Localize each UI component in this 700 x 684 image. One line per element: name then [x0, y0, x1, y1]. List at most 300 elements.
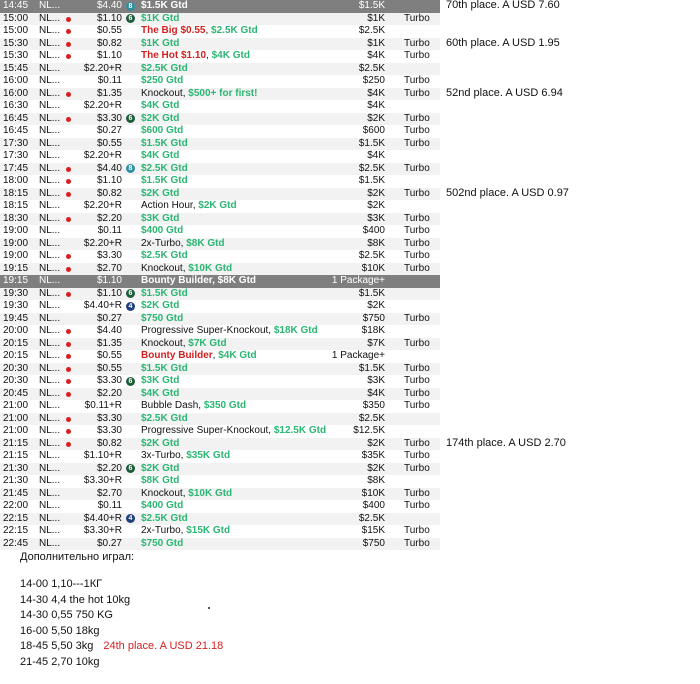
game-type: NL...	[39, 187, 61, 199]
registered-dot-icon	[66, 254, 71, 259]
tournament-row[interactable]	[0, 138, 440, 151]
tournament-name	[141, 338, 227, 351]
tournament-name-part: The Big	[141, 25, 181, 36]
tournament-name-part: $15K Gtd	[186, 525, 231, 536]
tournament-name-part: $400 Gtd	[141, 225, 184, 236]
tournament-name-part: $4K Gtd	[141, 100, 180, 111]
prize-pool: $2.5K	[358, 512, 385, 524]
buy-in: $4.40	[96, 0, 122, 11]
tournament-name-part: Bounty Builder	[141, 350, 213, 361]
game-type: NL...	[39, 425, 61, 436]
tournament-name-part: $4K Gtd	[218, 350, 257, 361]
start-time: 19:45	[3, 312, 29, 324]
game-type: NL...	[39, 12, 61, 24]
buy-in: $2.20+R	[83, 150, 122, 161]
tournament-row[interactable]	[0, 100, 440, 113]
buy-in: $1.10	[96, 12, 122, 24]
game-type: NL...	[39, 162, 61, 174]
start-time: 21:45	[3, 487, 29, 499]
tournament-name-part: Bubble Dash,	[141, 400, 204, 411]
tournament-row[interactable]	[0, 338, 440, 351]
buy-in: $0.55	[96, 362, 122, 374]
prize-pool: $7K	[367, 337, 385, 349]
game-type: NL...	[39, 537, 61, 549]
game-type: NL...	[39, 287, 61, 299]
prize-pool: $250	[362, 75, 385, 86]
tournament-name-part: $400 Gtd	[141, 500, 184, 511]
tournament-name-part: Knockout,	[141, 87, 189, 99]
tournament-name	[141, 500, 183, 513]
tournament-row[interactable]	[0, 513, 440, 526]
tournament-name-part: $1.5K Gtd	[141, 0, 188, 11]
start-time: 15:45	[3, 62, 29, 74]
extra-games-title: Дополнительно играл:	[20, 551, 135, 563]
extra-games-lines	[20, 577, 223, 670]
placement-note: 174th place. A USD 2.70	[446, 436, 566, 449]
placement-note: 70th place. A USD 7.60	[446, 0, 560, 11]
tournament-name	[141, 63, 188, 76]
prize-pool: $8K	[367, 475, 385, 486]
tournament-name-part: $1.5K Gtd	[141, 287, 188, 299]
speed: Turbo	[404, 187, 430, 199]
prize-pool: $350	[362, 400, 385, 411]
game-type: NL...	[39, 337, 61, 349]
game-type: NL...	[39, 37, 61, 49]
tournament-row[interactable]	[0, 238, 440, 251]
start-time: 19:15	[3, 275, 29, 286]
tournament-name-part: 2x-Turbo,	[141, 237, 187, 249]
registered-dot-icon	[66, 192, 71, 197]
registered-dot-icon	[66, 29, 71, 34]
tournament-row[interactable]	[0, 288, 440, 301]
start-time: 17:30	[3, 137, 29, 149]
tournament-name-part: $1.5K Gtd	[141, 175, 188, 186]
tournament-name	[141, 213, 179, 226]
buy-in: $3.30	[96, 425, 122, 436]
tournament-row[interactable]	[0, 363, 440, 376]
buy-in: $0.55	[96, 25, 122, 36]
tournament-name-part: Action Hour,	[141, 200, 199, 211]
prize-pool: $3K	[367, 375, 385, 386]
tournament-row[interactable]	[0, 500, 440, 513]
tournament-name	[141, 488, 232, 501]
tournament-name	[141, 50, 250, 63]
extra-game-line	[20, 593, 223, 609]
tournament-row[interactable]	[0, 300, 440, 313]
start-time: 17:45	[3, 162, 29, 174]
tournament-name-part: Progressive Super-Knockout,	[141, 325, 274, 336]
tournament-row[interactable]	[0, 388, 440, 401]
prize-pool: $2K	[367, 112, 385, 124]
prize-pool: $4K	[367, 150, 385, 161]
tournament-name	[141, 363, 188, 376]
buy-in: $2.20	[96, 462, 122, 474]
tournament-name-part: $4K Gtd	[141, 150, 180, 161]
prize-pool: $2.5K	[358, 412, 385, 424]
tournament-row[interactable]	[0, 463, 440, 476]
registered-dot-icon	[66, 417, 71, 422]
registered-dot-icon	[66, 54, 71, 59]
prize-pool: $2K	[367, 187, 385, 199]
tournament-row[interactable]	[0, 488, 440, 501]
start-time: 22:15	[3, 512, 29, 524]
speed: Turbo	[404, 400, 430, 411]
prize-pool: $400	[362, 225, 385, 236]
start-time: 21:00	[3, 400, 29, 411]
tournament-row[interactable]	[0, 313, 440, 326]
tournament-name-part: $18K Gtd	[273, 325, 318, 336]
buy-in: $0.82	[96, 437, 122, 449]
prize-pool: $8K	[367, 237, 385, 249]
registered-dot-icon	[66, 329, 71, 334]
game-type: NL...	[39, 225, 61, 236]
tournament-name	[141, 188, 179, 201]
buy-in: $1.10	[96, 287, 122, 299]
registered-dot-icon	[66, 429, 71, 434]
tournament-name	[141, 425, 326, 438]
tournament-name	[141, 163, 188, 176]
prize-pool: $1K	[367, 12, 385, 24]
game-type: NL...	[39, 200, 61, 211]
speed: Turbo	[404, 362, 430, 374]
tournament-row[interactable]	[0, 13, 440, 26]
prize-pool: $10K	[361, 262, 385, 274]
speed: Turbo	[404, 75, 430, 86]
speed: Turbo	[404, 125, 430, 136]
prize-pool: 1 Package+	[331, 275, 385, 286]
game-type: NL...	[39, 525, 61, 536]
game-type: NL...	[39, 62, 61, 74]
speed: Turbo	[404, 537, 430, 549]
tournament-name-part: ,	[212, 350, 219, 361]
tournament-name	[141, 125, 183, 138]
tournament-name	[141, 138, 188, 151]
speed: Turbo	[404, 375, 430, 386]
tournament-name-part: $1.5K Gtd	[141, 137, 188, 149]
tournament-row[interactable]	[0, 0, 440, 13]
buy-in: $2.70	[96, 487, 122, 499]
buy-in: $0.11	[97, 500, 122, 511]
tournament-name-part: Progressive Super-Knockout,	[141, 425, 274, 436]
game-type: NL...	[39, 462, 61, 474]
speed: Turbo	[404, 137, 430, 149]
start-time: 21:00	[3, 425, 29, 436]
tournament-row[interactable]	[0, 38, 440, 51]
speed: Turbo	[404, 250, 430, 261]
extra-game-text: 18-45 5,50 3kg	[20, 640, 94, 652]
registered-dot-icon	[66, 167, 71, 172]
game-type: NL...	[39, 487, 61, 499]
start-time: 21:00	[3, 412, 29, 424]
tournament-row[interactable]	[0, 425, 440, 438]
prize-pool: $2K	[367, 300, 385, 311]
start-time: 20:30	[3, 375, 29, 386]
prize-pool: $3K	[367, 212, 385, 224]
tournament-row[interactable]	[0, 125, 440, 138]
prize-pool: $600	[362, 125, 385, 136]
start-time: 16:00	[3, 87, 29, 99]
tournament-name	[141, 275, 256, 288]
speed: Turbo	[404, 212, 430, 224]
registered-dot-icon	[66, 354, 71, 359]
tournament-row[interactable]	[0, 113, 440, 126]
tournament-name	[141, 175, 188, 188]
extra-game-line	[20, 608, 223, 624]
registered-dot-icon	[66, 367, 71, 372]
tournament-row[interactable]	[0, 400, 440, 413]
tournament-row[interactable]	[0, 250, 440, 263]
tournament-name-part: Knockout,	[141, 337, 189, 349]
extra-game-line	[20, 655, 223, 671]
tournament-row[interactable]	[0, 200, 440, 213]
speed: Turbo	[404, 387, 430, 399]
tournament-row[interactable]	[0, 275, 440, 288]
tournament-name	[141, 450, 230, 463]
tournament-name-part: Knockout,	[141, 262, 189, 274]
game-type: NL...	[39, 387, 61, 399]
tournament-name-part: $8K Gtd	[186, 237, 225, 249]
tournament-row[interactable]	[0, 175, 440, 188]
tournament-name-part: $3K Gtd	[141, 212, 180, 224]
start-time: 20:15	[3, 337, 29, 349]
tournament-name-part: $600 Gtd	[141, 125, 184, 136]
prize-pool: $2.5K	[358, 162, 385, 174]
tournament-name-part: $2.5K Gtd	[141, 412, 188, 424]
extra-game-line	[20, 624, 223, 640]
prize-pool: $12.5K	[353, 425, 385, 436]
start-time: 16:45	[3, 125, 29, 136]
tournament-name-part: $750 Gtd	[141, 312, 184, 324]
tournament-name-part: $4K Gtd	[141, 387, 180, 399]
start-time: 17:30	[3, 150, 29, 161]
tournament-name-part: $2.5K Gtd	[141, 250, 188, 261]
tournament-name-part: $12.5K Gtd	[273, 425, 327, 436]
speed: Turbo	[404, 500, 430, 511]
prize-pool: $1K	[367, 37, 385, 49]
max-players-badge-icon: 4	[126, 302, 135, 311]
buy-in: $1.10+R	[83, 450, 122, 461]
game-type: NL...	[39, 112, 61, 124]
speed: Turbo	[404, 337, 430, 349]
game-type: NL...	[39, 300, 61, 311]
tournament-row[interactable]	[0, 525, 440, 538]
tournament-row[interactable]	[0, 213, 440, 226]
tournament-row[interactable]	[0, 438, 440, 451]
tournament-row[interactable]	[0, 75, 440, 88]
extra-game-line	[20, 639, 223, 655]
start-time: 21:15	[3, 437, 29, 449]
game-type: NL...	[39, 237, 61, 249]
start-time: 15:00	[3, 12, 29, 24]
buy-in: $0.11	[97, 75, 122, 86]
tournament-name-part: $2.5K Gtd	[141, 512, 188, 524]
tournament-name-part: Bounty Builder, $8K Gtd	[141, 275, 257, 286]
max-players-badge-icon: 6	[126, 377, 135, 386]
tournament-name-part: $1.10	[181, 50, 207, 61]
tournament-name	[141, 88, 257, 101]
tournament-name-part: $10K Gtd	[188, 487, 233, 499]
game-type: NL...	[39, 375, 61, 386]
speed: Turbo	[404, 225, 430, 236]
tournament-row[interactable]	[0, 450, 440, 463]
speed: Turbo	[404, 50, 430, 61]
buy-in: $1.10	[96, 275, 122, 286]
start-time: 22:00	[3, 500, 29, 511]
tournament-name	[141, 38, 179, 51]
game-type: NL...	[39, 412, 61, 424]
tournament-name-part: $2K Gtd	[141, 300, 180, 311]
game-type: NL...	[39, 137, 61, 149]
tournament-name-part: $2.5K Gtd	[211, 25, 258, 36]
tournament-row[interactable]	[0, 538, 440, 551]
prize-pool: $1.5K	[358, 0, 385, 11]
tournament-name-part: $35K Gtd	[186, 450, 231, 461]
buy-in: $3.30+R	[83, 525, 122, 536]
game-type: NL...	[39, 25, 61, 36]
tournament-name-part: 3x-Turbo,	[141, 450, 187, 461]
start-time: 19:00	[3, 237, 29, 249]
game-type: NL...	[39, 250, 61, 261]
buy-in: $0.27	[96, 537, 122, 549]
registered-dot-icon	[66, 292, 71, 297]
extra-game-text: 14-00 1,10---1КГ	[20, 578, 103, 590]
buy-in: $0.11+R	[84, 400, 122, 411]
tournament-name-part: $2.5K Gtd	[141, 162, 188, 174]
start-time: 21:30	[3, 462, 29, 474]
tournament-name	[141, 413, 188, 426]
speed: Turbo	[404, 87, 430, 99]
prize-pool: $2K	[367, 437, 385, 449]
prize-pool: $2.5K	[358, 62, 385, 74]
tournament-name	[141, 300, 179, 313]
extra-game-result: 24th place. A USD 21.18	[103, 640, 224, 652]
start-time: 22:45	[3, 537, 29, 549]
buy-in: $2.20+R	[83, 200, 122, 211]
start-time: 18:15	[3, 200, 29, 211]
tournament-name	[141, 375, 179, 388]
game-type: NL...	[39, 50, 61, 61]
tournament-name-part: $2K Gtd	[198, 200, 237, 211]
tournament-row[interactable]	[0, 163, 440, 176]
game-type: NL...	[39, 312, 61, 324]
buy-in: $0.55	[96, 350, 122, 361]
tournament-row[interactable]	[0, 263, 440, 276]
placement-note: 60th place. A USD 1.95	[446, 36, 560, 49]
tournament-name	[141, 513, 188, 526]
start-time: 19:00	[3, 250, 29, 261]
tournament-row[interactable]	[0, 413, 440, 426]
tournament-row[interactable]	[0, 225, 440, 238]
tournament-row[interactable]	[0, 375, 440, 388]
registered-dot-icon	[66, 267, 71, 272]
tournament-name	[141, 525, 230, 538]
prize-pool: $4K	[367, 387, 385, 399]
speed: Turbo	[404, 462, 430, 474]
buy-in: $0.82	[96, 37, 122, 49]
buy-in: $0.27	[96, 312, 122, 324]
tournament-name-part: ,	[206, 50, 212, 61]
tournament-name-part: $8K Gtd	[141, 475, 180, 486]
start-time: 20:30	[3, 362, 29, 374]
tournament-name	[141, 250, 188, 263]
prize-pool: $1.5K	[358, 175, 385, 186]
tournament-row[interactable]	[0, 50, 440, 63]
buy-in: $4.40+R	[83, 512, 122, 524]
buy-in: $4.40+R	[83, 300, 122, 311]
tournament-row[interactable]	[0, 63, 440, 76]
game-type: NL...	[39, 150, 61, 161]
game-type: NL...	[39, 362, 61, 374]
start-time: 16:30	[3, 100, 29, 111]
prize-pool: $2K	[367, 462, 385, 474]
tournament-row[interactable]	[0, 25, 440, 38]
start-time: 16:00	[3, 75, 29, 86]
extra-games-block	[20, 551, 223, 670]
registered-dot-icon	[66, 217, 71, 222]
game-type: NL...	[39, 175, 61, 186]
game-type: NL...	[39, 512, 61, 524]
tournament-name	[141, 238, 225, 251]
game-type: NL...	[39, 500, 61, 511]
max-players-badge-icon: 6	[126, 14, 135, 23]
prize-pool: $750	[362, 312, 385, 324]
prize-pool: $35K	[361, 450, 385, 461]
tournament-name	[141, 225, 183, 238]
tournament-name-part: $3K Gtd	[141, 375, 180, 386]
tournament-row[interactable]	[0, 475, 440, 488]
tournament-row[interactable]	[0, 88, 440, 101]
tournament-name	[141, 13, 179, 26]
tournament-name-part: $1K Gtd	[141, 37, 180, 49]
tournament-name	[141, 100, 179, 113]
speed: Turbo	[404, 37, 430, 49]
start-time: 15:30	[3, 37, 29, 49]
game-type: NL...	[39, 450, 61, 461]
tournament-row[interactable]	[0, 150, 440, 163]
buy-in: $4.40	[96, 325, 122, 336]
speed: Turbo	[404, 162, 430, 174]
game-type: NL...	[39, 325, 61, 336]
prize-pool: $1.5K	[358, 362, 385, 374]
game-type: NL...	[39, 350, 61, 361]
tournament-row[interactable]	[0, 188, 440, 201]
prize-pool: $2K	[367, 200, 385, 211]
registered-dot-icon	[66, 17, 71, 22]
buy-in: $0.55	[96, 137, 122, 149]
tournament-name	[141, 150, 179, 163]
registered-dot-icon	[66, 442, 71, 447]
prize-pool: $4K	[367, 87, 385, 99]
tournament-name-part: The Hot	[141, 50, 181, 61]
buy-in: $2.70	[96, 262, 122, 274]
prize-pool: $1.5K	[358, 287, 385, 299]
max-players-badge-icon: 6	[126, 464, 135, 473]
tournament-name-part: $2K Gtd	[141, 462, 180, 474]
tournament-name-part: $2K Gtd	[141, 437, 180, 449]
tournament-name	[141, 263, 232, 276]
tournament-row[interactable]	[0, 350, 440, 363]
game-type: NL...	[39, 212, 61, 224]
speed: Turbo	[404, 437, 430, 449]
game-type: NL...	[39, 0, 61, 11]
placement-note: 502nd place. A USD 0.97	[446, 186, 569, 199]
tournament-name-part: $10K Gtd	[188, 262, 233, 274]
registered-dot-icon	[66, 379, 71, 384]
game-type: NL...	[39, 87, 61, 99]
tournament-name	[141, 0, 188, 13]
tournament-row[interactable]	[0, 325, 440, 338]
tournament-name-part: $2K Gtd	[141, 112, 180, 124]
